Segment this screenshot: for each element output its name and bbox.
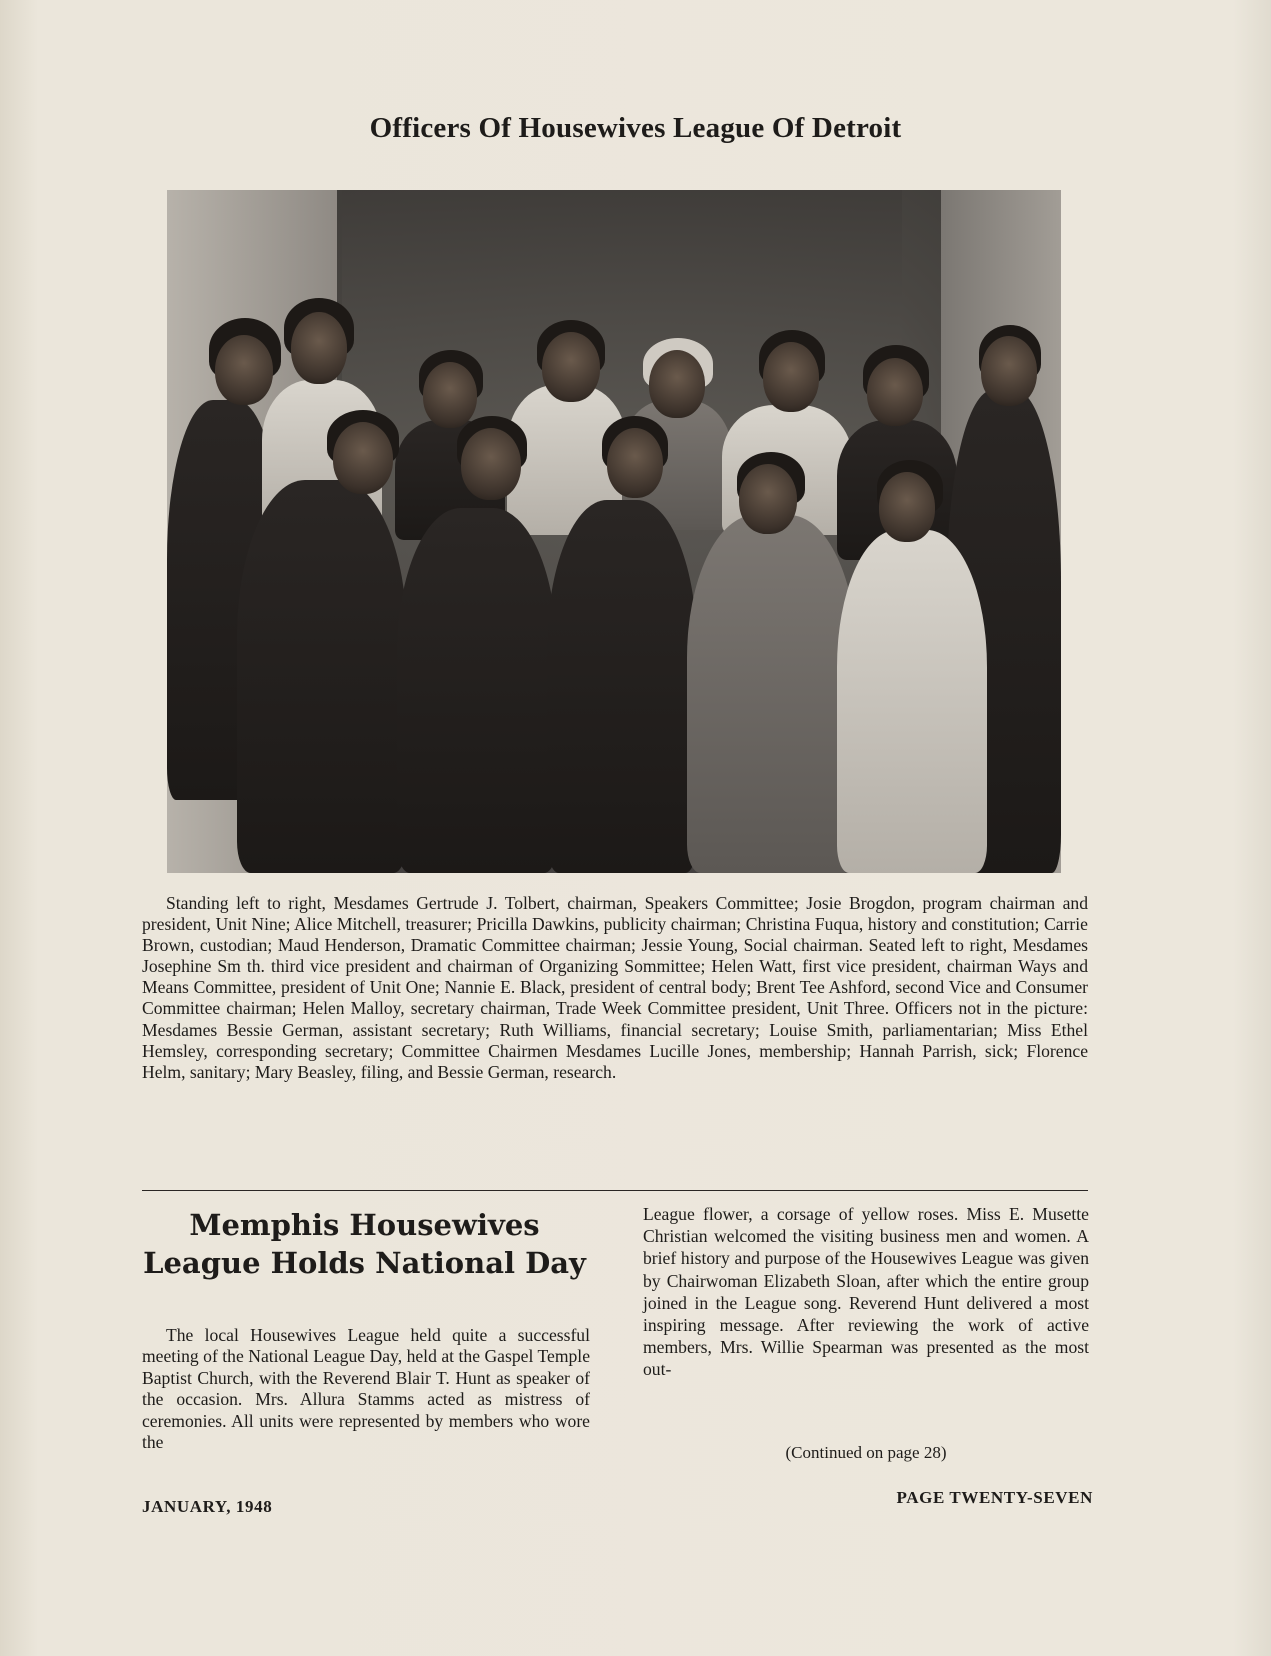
page-number: PAGE TWENTY-SEVEN	[896, 1488, 1093, 1507]
story-column-two: League flower, a corsage of yellow roses. Miss E. Musette Christian welcomed the visiting business men and women. A brief history and purpose of the Housewives League was given by Chairwoman Elizabeth Sloan, after which the entire group joined in the League song. Reverend Hunt delivered a most inspiring message. After reviewing the work of active members, Mrs. Willie Spearman was presented as the most out-	[643, 1204, 1089, 1380]
issue-date: JANUARY, 1948	[142, 1497, 273, 1516]
section-divider	[142, 1190, 1088, 1191]
story-headline: Memphis Housewives League Holds National Day	[143, 1208, 586, 1280]
story-column-one: The local Housewives League held quite a successful meeting of the National League Day, held at the Gaspel Temple Baptist Church, with the Reverend Blair T. Hunt as speaker of the occasion. Mrs. Allura Stamms acted as mistress of ceremonies. All units were represented by members who wore the	[142, 1325, 590, 1453]
group-photograph	[167, 190, 1061, 873]
continued-notice: (Continued on page 28)	[785, 1443, 947, 1462]
photo-caption: Standing left to right, Mesdames Gertrude J. Tolbert, chairman, Speakers Committee; Josie Brogdon, program chairman and president, Unit Nine; Alice Mitchell, treasurer; Pricilla Dawkins, publicity chairman; Christina Fuqua, history and constitution; Carrie Brown, custodian; Maud Henderson, Dramatic Committee chairman; Jessie Young, Social chairman. Seated left to right, Mesdames Josephine Sm th. third vice president and chairman of Organizing Sommittee; Helen Watt, first vice president, chairman Ways and Means Committee, president of Unit One; Nannie E. Black, president of central body; Brent Tee Ashford, second Vice and Consumer Committee chairman; Helen Malloy, secretary chairman, Trade Week Committee president, Unit Three. Officers not in the picture: Mesdames Bessie German, assistant secretary; Ruth Williams, financial secretary; Louise Smith, parliamentarian; Miss Ethel Hemsley, corresponding secretary; Committee Chairmen Mesdames Lucille Jones, membership; Hannah Parrish, sick; Florence Helm, sanitary; Mary Beasley, filing, and Bessie German, research.	[142, 893, 1088, 1082]
article-title: Officers Of Housewives League Of Detroit	[369, 112, 902, 144]
